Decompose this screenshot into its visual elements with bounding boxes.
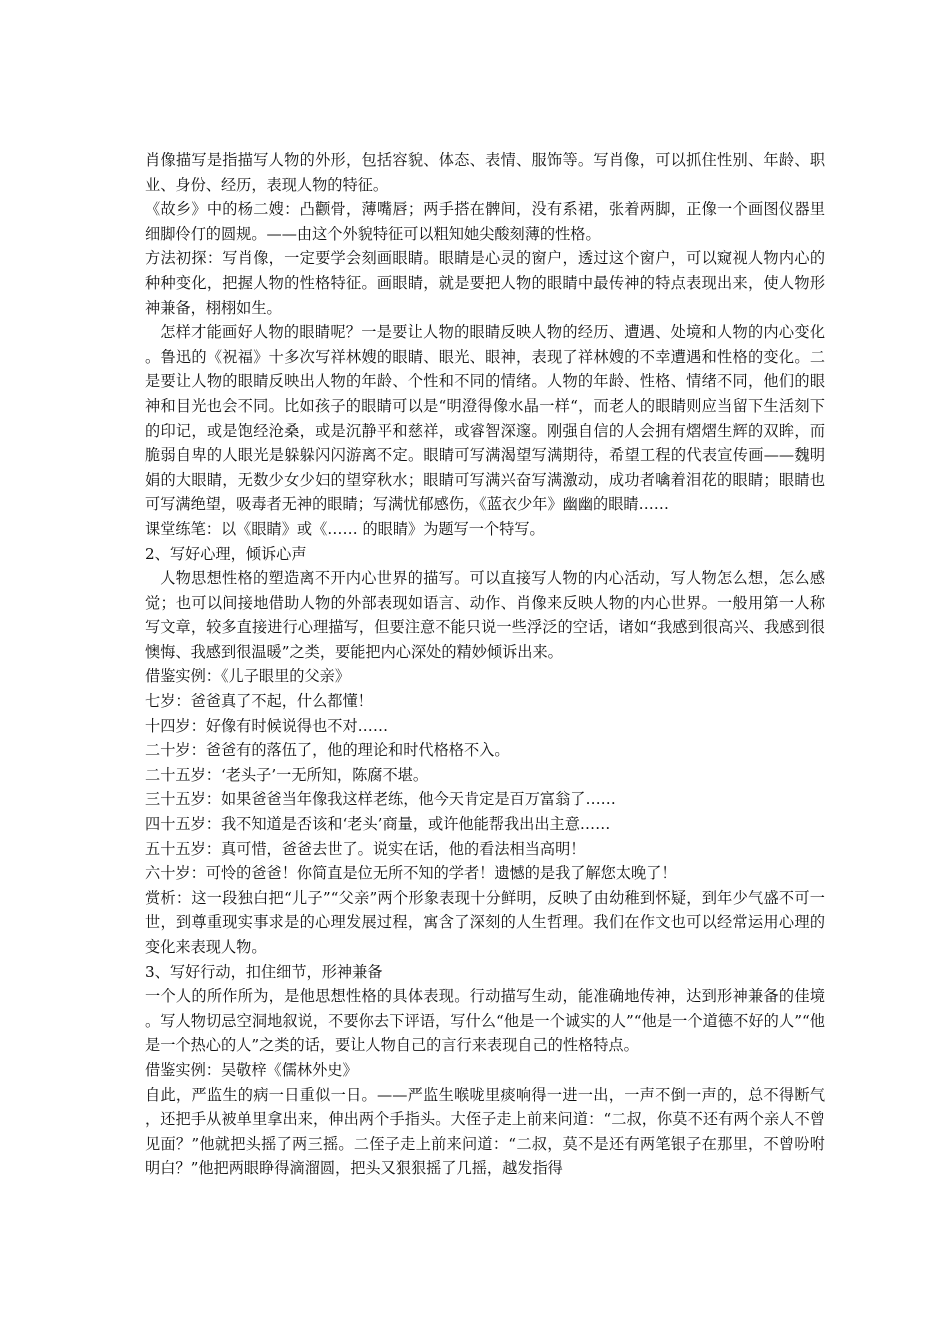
paragraph-psychology-description: 人物思想性格的塑造离不开内心世界的描写。可以直接写人物的内心活动，写人物怎么想，怎么感觉；也可以间接地借助人物的外部表现如语言、动作、肖像来反映人物的内心世界。一般用第一人称写文章，较多直接进行心理描写，但要注意不能只说一些浮泛的空话，诸如“我感到很高兴、我感到很懊悔、我感到很温暖”之类，要能把内心深处的精妙倾诉出来。 <box>145 569 825 661</box>
example-title-rulin-waishi: 借鉴实例：吴敬梓《儒林外史》 <box>145 1060 358 1079</box>
age-line-55: 五十五岁：真可惜，爸爸去世了。说实在话，他的看法相当高明！ <box>145 839 586 858</box>
paragraph-how-to-draw-eyes: 怎样才能画好人物的眼睛呢？一是要让人物的眼睛反映人物的经历、遭遇、处境和人物的内心变化。鲁迅的《祝福》十多次写祥林嫂的眼睛、眼光、眼神，表现了祥林嫂的不幸遭遇和性格的变化。二是要让人物的眼睛反映出人物的年龄、个性和不同的情绪。人物的年龄、性格、情绪不同，他们的眼神和目光也会不同。比如孩子的眼睛可以是“明澄得像水晶一样“，而老人的眼睛则应当留下生活刻下的印记，或是饱经沧桑，或是沉静平和慈祥，或睿智深邃。刚强自信的人会拥有熠熠生辉的双眸，而脆弱自卑的人眼光是躲躲闪闪游离不定。眼睛可写满渴望写满期待，希望工程的代表宣传画——魏明娟的大眼睛，无数少女少妇的望穿秋水；眼睛可写满兴奋写满激动，成功者噙着泪花的眼睛；眼睛也可写满绝望，吸毒者无神的眼睛；写满忧郁感伤，《蓝衣少年》幽幽的眼睛…… <box>145 323 825 514</box>
paragraph-yang-ersao-example: 《故乡》中的杨二嫂：凸颧骨，薄嘴唇；两手搭在髀间，没有系裙，张着两脚，正像一个画图仪器里细脚伶仃的圆规。——由这个外貌特征可以粗知她尖酸刻薄的性格。 <box>145 200 825 243</box>
paragraph-practice-exercise: 课堂练笔：以《眼睛》或《…… 的眼睛》为题写一个特写。 <box>145 519 545 538</box>
age-line-60: 六十岁：可怜的爸爸！你简直是位无所不知的学者！遗憾的是我了解您太晚了！ <box>145 864 677 883</box>
paragraph-appreciation: 赏析：这一段独白把“儿子”“父亲”两个形象表现十分鲜明，反映了由幼稚到怀疑，到年少气盛不可一世，到尊重现实事求是的心理发展过程，寓含了深刻的人生哲理。我们在作文也可以经常运用心理的变化来表现人物。 <box>145 888 825 956</box>
example-title-son-father: 借鉴实例：《儿子眼里的父亲》 <box>145 667 351 686</box>
age-line-20: 二十岁：爸爸有的落伍了，他的理论和时代格格不入。 <box>145 741 510 760</box>
age-line-14: 十四岁：好像有时候说得也不对…… <box>145 716 388 735</box>
age-line-25: 二十五岁：‘老头子’一无所知，陈腐不堪。 <box>145 765 429 784</box>
age-line-7: 七岁：爸爸真了不起，什么都懂！ <box>145 692 373 711</box>
paragraph-portrait-definition: 肖像描写是指描写人物的外形，包括容貌、体态、表情、服饰等。写肖像，可以抓住性别、年龄、职业、身份、经历，表现人物的特征。 <box>145 151 825 194</box>
section-heading-action: 3、写好行动，扣住细节，形神兼备 <box>145 962 383 981</box>
age-line-35: 三十五岁：如果爸爸当年像我这样老练，他今天肯定是百万富翁了…… <box>145 790 616 809</box>
paragraph-action-description: 一个人的所作所为，是他思想性格的具体表现。行动描写生动，能准确地传神，达到形神兼备的佳境。写人物切忌空洞地叙说，不要你去下评语，写什么“他是一个诚实的人”“他是一个道德不好的人”“他是一个热心的人”之类的话，要让人物自己的言行来表现自己的性格特点。 <box>145 987 825 1055</box>
section-heading-psychology: 2、写好心理，倾诉心声 <box>145 544 307 563</box>
document-page <box>145 148 825 1181</box>
paragraph-method-eyes: 方法初探：写肖像，一定要学会刻画眼睛。眼睛是心灵的窗户，透过这个窗户，可以窥视人物内心的种种变化，把握人物的性格特征。画眼睛，就是要把人物的眼睛中最传神的特点表现出来，使人物形神兼备，栩栩如生。 <box>145 249 825 317</box>
paragraph-yan-jiansheng-excerpt: 自此，严监生的病一日重似一日。——严监生喉咙里痰响得一进一出，一声不倒一声的，总不得断气，还把手从被单里拿出来，伸出两个手指头。大侄子走上前来问道：“二叔，你莫不还有两个亲人不曾见面？”他就把头摇了两三摇。二侄子走上前来问道：“二叔，莫不是还有两笔银子在那里，不曾吩咐明白？”他把两眼睁得滴溜圆，把头又狠狠摇了几摇，越发指得 <box>145 1085 825 1178</box>
age-line-45: 四十五岁：我不知道是否该和‘老头’商量，或许他能帮我出出主意…… <box>145 815 611 834</box>
